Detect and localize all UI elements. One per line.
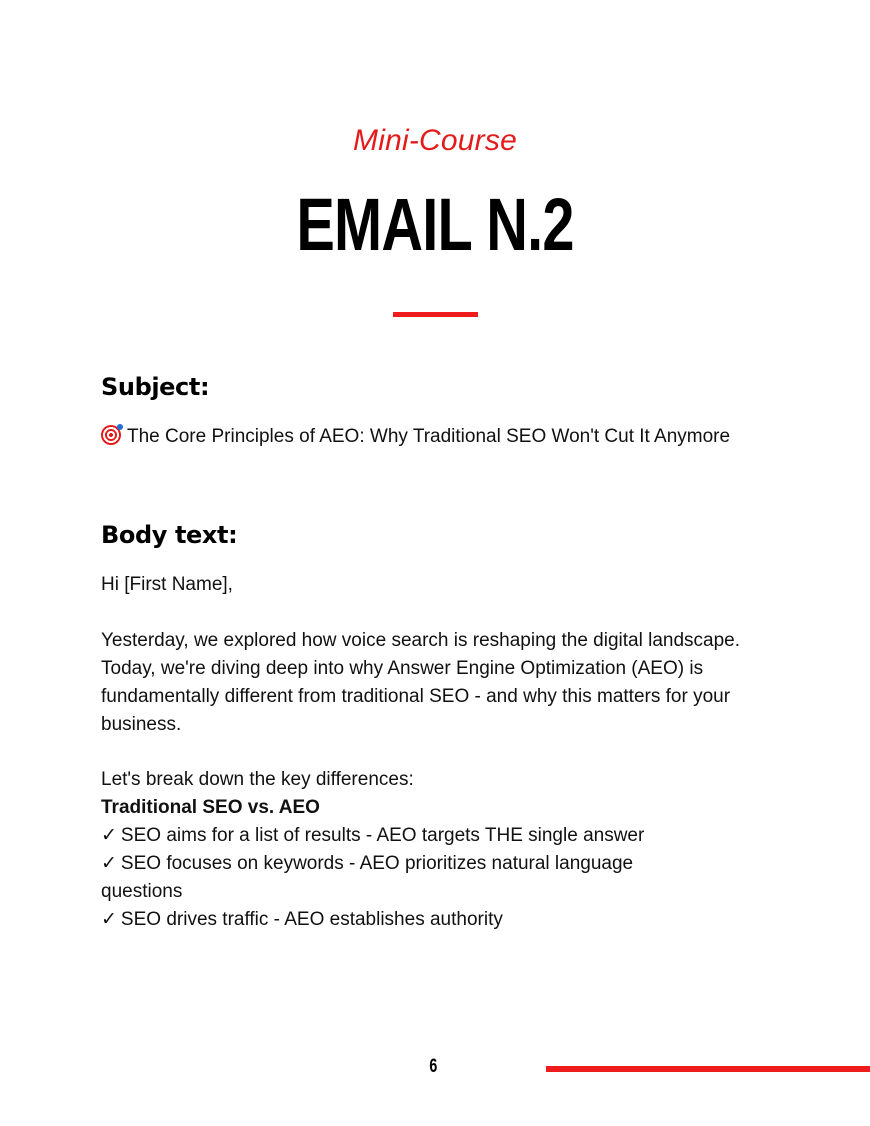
- mini-course-kicker: Mini-Course: [353, 124, 517, 157]
- footer-accent-bar: [546, 1066, 870, 1072]
- subject-text: The Core Principles of AEO: Why Traditional SEO Won't Cut It Anymore: [127, 426, 731, 447]
- check-icon: ✓: [101, 853, 117, 874]
- body-paragraph: Yesterday, we explored how voice search is reshaping the digital landscape. Today, we're diving deep into why Answer Engine Optimization (AEO) is fundamentally different from traditional SEO - and why this matters for your business.: [101, 630, 740, 735]
- subject-line: [101, 423, 741, 451]
- comparison-item-text: SEO drives traffic - AEO establishes authority: [120, 909, 503, 930]
- comparison-item-text: SEO focuses on keywords - AEO prioritizes natural language questions: [101, 853, 634, 902]
- comparison-title: Traditional SEO vs. AEO: [101, 797, 320, 818]
- comparison-item: [101, 822, 741, 850]
- subject-heading: Subject:: [101, 373, 210, 401]
- body-heading: Body text:: [101, 521, 238, 549]
- page-number: 6: [429, 1056, 438, 1077]
- check-icon: ✓: [101, 909, 117, 930]
- title-divider: [393, 312, 478, 317]
- comparison-item: [101, 850, 711, 906]
- greeting: Hi [First Name],: [101, 574, 233, 595]
- comparison-item: [101, 906, 741, 934]
- comparison-item-text: SEO aims for a list of results - AEO targets THE single answer: [120, 825, 645, 846]
- page-title: EMAIL N.2: [296, 183, 574, 266]
- target-icon: [101, 425, 121, 445]
- comparison-block: [101, 766, 741, 934]
- comparison-intro: Let's break down the key differences:: [101, 769, 414, 790]
- check-icon: ✓: [101, 825, 117, 846]
